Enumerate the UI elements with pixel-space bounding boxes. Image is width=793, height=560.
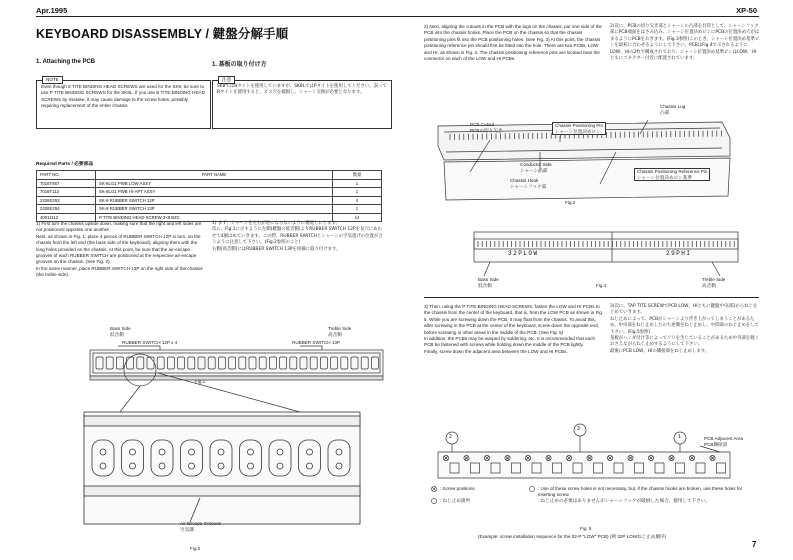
fig4-caption: Fig.4: [596, 283, 607, 288]
fig3-caption: Fig.3: [565, 200, 576, 205]
cell-part-no: 2328S254: [37, 205, 96, 214]
cell-qty: 4: [333, 196, 382, 205]
cell-qty: 1: [333, 188, 382, 197]
fig5-legend-use-ja: : ねじ止めの必要はありませんがシャーシフックが破損した場合、使用して下さい。: [538, 498, 711, 503]
fig5-caption: Fig. 5: [580, 526, 592, 531]
step1-text-en: 1) First turn the chassis upside down, making sure that the right and left sides are not positioned opposite one another. Next, as shown in Fig. 1, place 4 pieces of RUBBER SWITCH 12P in turn, on the chassis from the left end (the bass side of the keyboard), aligning them with the long holes provided on the chassis. At this point, be sure that the air-escape grooves of each RUBBER SWITCH are positioned at the respective air-escape grooves on the chassis. (See Fig. 2) In the same manner, place RUBBER SWITCH 13P on the right side of the chassis (the treble side).: [36, 221, 203, 278]
step3-text-ja: 3)次に、TAP TITE SCREWでPCB LOW、HIともに鍵盤中央部1からねじをとめていきます。 ねじ止めによって、PCBがシャーシより浮き上がってしまうことがあるため、中央部をねじ止めしたのち逆側をねじ止めし、中間部のねじ止めをして下さい。(Fig.5参照) 基板がハンダ付け等によってソリを生じていることがあるため中央部を軽くおさえながらねじ止めするようにして下さい。 最後にPCB LOW、HIの隣接部をねじ止めします。: [610, 304, 760, 354]
cell-part-no: 7016T112: [37, 188, 96, 197]
step2-text-en: 2) Next, aligning the cutouts in the PCB with the lugs on the chassis, put one side of the PCB into the chassis hooks. Place the PCB on the chassis so that the chassis positioning pins fit into the PCB positioning holes. (See Fig. 3) At this point, the chassis positioning reference pin should first be fitted into the hole. There are two PCBs, LOW and HI, as shown in Fig. 4. The chassis positioning reference pins are located near the connector on each of the LOW and HI PCBs.: [424, 24, 602, 62]
cell-qty: 1: [333, 179, 382, 188]
fig5-legend-screw-ja: : ねじ止め箇所: [440, 498, 471, 503]
fig5-adjacent-label: PCB Adjacent Area PCB隣接部: [704, 436, 744, 447]
fig3-hook-label: Chassis Hook シャーシフック部: [510, 178, 547, 189]
fig3-conductor-label: Conductor Side シャーシ凸部: [520, 162, 552, 173]
fig1-rs13-label: RUBBER SWITCH 13P: [292, 340, 340, 345]
cell-part-no: 2328S253: [37, 196, 96, 205]
step1-text-ja: 1) まず、シャーシを左右が逆にならないように裏返しにします。 次に、Fig.1に示すように左側(鍵盤の低音側)よりRUBBER SWITCH 12Pを長穴にあわせて4個はめていきます。この際、RUBBER SWITCHとシャーシの空気逃げの位置が合うように注意して下さい。(Fig.2参照のこと) 右側(高音側)にはRUBBER SWITCH 13Pを同様に取り付けます。: [212, 221, 383, 252]
fig1-treble-label: Treble Side 高音側: [328, 326, 352, 337]
cell-part-name: P TITE BINDING HEAD SCREW 3×8 BZC: [96, 213, 333, 222]
header-model: XP-50: [736, 6, 757, 15]
fig2-air-label: Air-Escape Grooves 空気溝: [180, 521, 222, 532]
note-tag-ja: 注意: [218, 76, 235, 84]
fig1-caption: Fig.1: [195, 379, 206, 384]
note-tag-en: NOTE: [42, 76, 63, 84]
fig3-chassis-lug-label: Chassis Lug 凸部: [660, 104, 686, 115]
cell-part-name: SK-8 RUBBER SWITCH 13P: [96, 205, 333, 214]
col-part-no: PART NO.: [37, 171, 96, 180]
fig3-ref-pin-label: Chassis Positioning Reference Pin シャーシ位置決めピン基準: [634, 168, 710, 181]
fig5-circle-3: 3: [577, 426, 580, 432]
cell-qty: 14: [333, 213, 382, 222]
cell-part-no: 7016T867: [37, 179, 96, 188]
fig3-pcb-cutout-label: PCB Cutout PCBの切り欠き: [470, 122, 503, 133]
page-title: KEYBOARD DISASSEMBLY / 鍵盤分解手順: [36, 27, 289, 41]
note-box-en: Even though 8 TITE BINDING HEAD SCREWS are used for the SK8, be sure to use P TITE BINDING SCREWS for the SK8L. If you use B TITE BINDING HEAD SCREWS by mistake, it may cause damage to the screw holes, possibly requiring replacement of the entire chassis: [36, 80, 211, 129]
fig5-legend-use-en: : Use of these screw holes is not necessary, but, if the chassis hooks are broken, use these holes for inserting screw.: [538, 486, 743, 497]
step3-text-en: 3) Then, using the P TITE BINDING HEAD SCREWS, fasten the LOW and HI PCBs to the chassis from the center of the keyboard, that is, from the LOW PCB as shown in Fig. 5. While you are screwing down the PCB, it may float from the chassis. To avoid this, after screwing in the PCB at the center of the keyboard, screw down the opposite end, before screwing in other areas in the middle of the PCB. (See Fig. 5) In addition, the PCBs may be warped by soldering, etc. It is recommended that each PCB be fastened with screws while holding down the middle of the PCB lightly. Finally, screw down the adjacent area between the LOW and HI PCBs.: [424, 304, 604, 354]
cell-qty: 1: [333, 205, 382, 214]
fig4-treble-label: Treble Side 高音側: [702, 277, 726, 288]
cell-part-no: 40011112: [37, 213, 96, 222]
section-heading-en: 1. Attaching the PCB: [36, 59, 96, 65]
fig1-rs12-label: RUBBER SWITCH 12P x 4: [122, 340, 178, 345]
fig1-bass-label: Bass Side 低音側: [110, 326, 131, 337]
fig3-pos-pin-label: Chassis Positioning Pin シャーシ位置決めピン: [552, 122, 606, 135]
fig5-circle-2: 2: [449, 434, 452, 440]
header-date: Apr.1995: [36, 6, 68, 15]
section-heading-ja: 1. 基板の取り付け方: [212, 62, 267, 68]
fig5-legend-screw-en: : Screw positions: [440, 486, 475, 491]
fig5-example: (Example: screw installation sequence for the 32-P "LOW" PCB) (例 32P LOWねじ止め順序): [478, 534, 667, 539]
note-box-ja: SK8ではBタイトを使用していますが、SK8LではPタイトを使用してください。誤ってBタイトを使用すると、ビス穴を破損し、シャーシ交換が必要となります。: [212, 80, 392, 129]
parts-heading: Required Parts / 必要部品: [36, 162, 94, 167]
fig5-circle-1: 1: [678, 434, 681, 440]
fig4-bass-label: Bass Side 低音側: [478, 277, 499, 288]
page-number: 7: [752, 540, 757, 549]
cell-part-name: SK-8 RUBBER SWITCH 12P: [96, 196, 333, 205]
col-qty: 数量: [333, 171, 382, 180]
cell-part-name: SK-8LG1 PWB LOW ASSY: [96, 179, 333, 188]
step2-text-ja: 2)次に、PCBの切り欠き部とシャーシの凸部を目印として、シャーシフック部にPCB端面をはさみ込み、シャーシ位置決めピンにPCBの位置決め穴がはまるようにPCBをおきます。(Fig.3参照)このとき、シャーシ位置決め基準ピンを最初に合わせるようにして下さい。PCBはFig.4で示されるようにLOW、HIの2枚で構成されており、シャーシ位置決め基準ピンはLOW、HIともにコネクター付近に配置されています。: [610, 24, 760, 62]
cell-part-name: SK-8LG1 PWB HI-APT ASSY: [96, 188, 333, 197]
fig4-low-label: 32PLOW: [508, 250, 539, 257]
col-part-name: PART NAME: [96, 171, 333, 180]
fig4-hi-label: 29PHI: [666, 250, 692, 257]
fig2-caption: Fig.2: [190, 546, 201, 551]
